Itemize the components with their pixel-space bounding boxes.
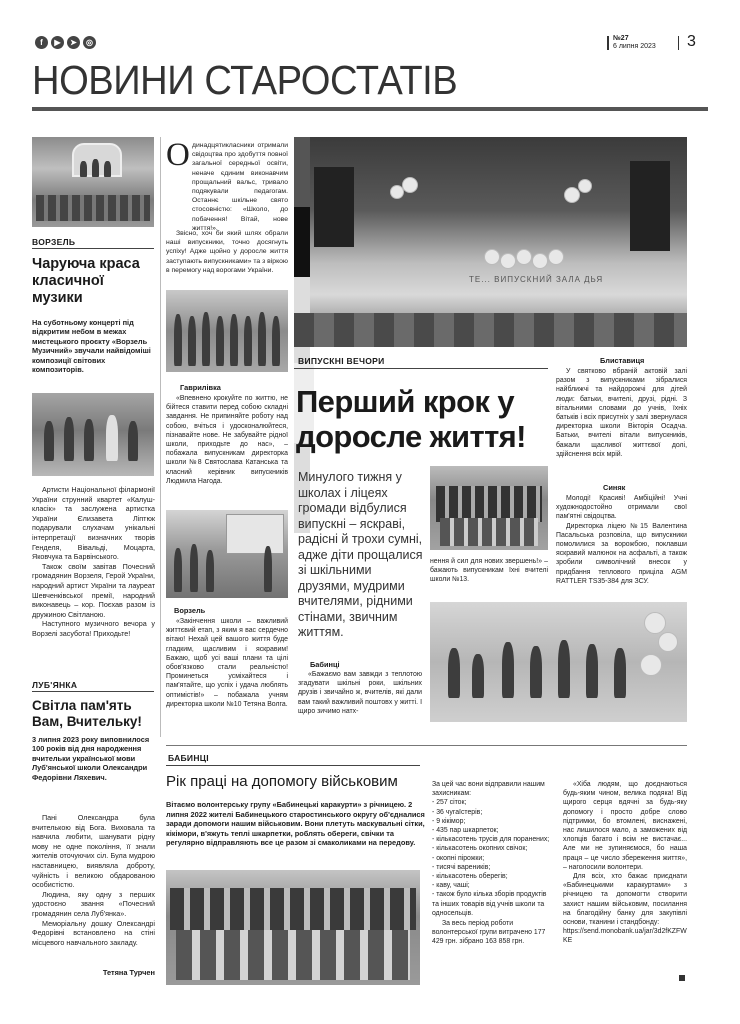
end-mark bbox=[679, 975, 685, 981]
facebook-icon[interactable]: f bbox=[35, 36, 48, 49]
list-item: - кількасотень трусів для поранених; bbox=[432, 835, 554, 844]
vorzel-body-2: Також своїм завітав Почесний громадянин Ворзеля, Герой України, народний артист України та лауреат Шевченківської премії, народний виконавець – кор. Поєхав разом із дружиною Світланою. bbox=[32, 561, 155, 619]
list-item: - 257 сіток; bbox=[432, 798, 554, 807]
vorzel-lead: На суботньому концерті під відкритим небом в межах мистецького проєкту «Ворзель Музичний» звучали найвідоміші композиції світових композиторів. bbox=[32, 318, 151, 375]
vorzel-body bbox=[32, 485, 155, 639]
lubianka-body bbox=[32, 813, 155, 947]
vorzel-title: Чаруюча краса класичної музики bbox=[32, 256, 140, 306]
stage-banner: ТЕ... ВИПУСКНИЙ ЗАЛА ДЬЯ bbox=[469, 275, 604, 284]
telegram-icon[interactable]: ➤ bbox=[67, 36, 80, 49]
lubianka-body-2: Людина, яку одну з перших удостоєно звання «Почесний громадянин села Луб'янка». bbox=[32, 889, 155, 918]
title-rule bbox=[32, 107, 708, 111]
list-intro: За цей час вони відправили нашим захисникам: bbox=[432, 781, 545, 798]
list-item: - кількасотень оберегів; bbox=[432, 872, 554, 881]
babyntsi-title: Рік праці на допомогу військовим bbox=[166, 773, 398, 790]
babyntsi-grad-text bbox=[298, 670, 422, 716]
concert-photo bbox=[32, 137, 154, 227]
header-divider-2 bbox=[678, 36, 679, 50]
vorzel-body-3: Наступного музичного вечора у Ворзелі засубота! Приходьте! bbox=[32, 619, 155, 638]
grad-intro: динадцятикласники отримали свідоцтва про здобуття повної загальної середньої освіти, неначе єдиним виконавчим прощальний вальс, тривало подякували педагогам. Останнє шкільне свято стосовністю: «Школо, до побачення! Вітай, нове життя!». bbox=[192, 142, 288, 232]
lubianka-title: Світла пам'ять Вам, Вчительку! bbox=[32, 698, 142, 729]
list-item: - 9 кікімор; bbox=[432, 817, 554, 826]
column-rule bbox=[160, 137, 161, 737]
page-title: НОВИНИ СТАРОСТАТІВ bbox=[32, 57, 458, 103]
list-item: - окопні пірожки; bbox=[432, 854, 554, 863]
grad-intro-first-lines bbox=[192, 141, 288, 233]
syniak-body-1: Молоді! Красиві! Амбіційні! Учні художнодостойно отримали свої пам'ятні свідоцтва. bbox=[556, 495, 687, 521]
youtube-icon[interactable]: ▶ bbox=[51, 36, 64, 49]
vorzel-rubric: ВОРЗЕЛЬ bbox=[32, 237, 76, 247]
gavrylivka-place: Гаврилівка bbox=[180, 383, 221, 392]
babyntsi-grad-place: Бабинці bbox=[310, 660, 340, 669]
vorzel-grad-quote: «Закінчення школи – важливий життєвий етап, з яким я вас сердечно вітаю! Нехай цей вашого життя буде гладким, щасливим і яскравим! Бажаю, щоб усі ваші плани та цілі обов'язково стали реальністю! Проминеться усміхайтеся і пам'ятайте, що успіх і удача люблять оптимістів!» – побажала учням директорка школи №10 Тетяна Волга. bbox=[166, 618, 288, 708]
quartet-photo bbox=[32, 393, 154, 476]
babyntsi-lead: Вітаємо волонтерську групу «Бабинецькі каракурти» з річницею. 2 липня 2022 жителі Бабинецького старостинського округу об'єдналися заради допомоги нашим військовим. Вони плетуть маскувальні сітки, кікімори, в'яжуть теплі шкарпетки, роблять обереги, свічки та регулярно відправляють все це разом зі смаколиками на передову. bbox=[166, 800, 425, 848]
article-divider bbox=[166, 745, 687, 746]
babyntsi-grad-cont: нення й сил для нових звершень!» – бажають випускникам їхні вчителі школи №13. bbox=[430, 558, 548, 584]
lubianka-body-3: Меморіальну дошку Олександрі Федорівні встановлено на стіні місцевого навчального закладу. bbox=[32, 918, 155, 947]
babyntsi-col3 bbox=[563, 780, 687, 946]
lubianka-author: Тетяна Турчен bbox=[102, 968, 155, 977]
rule bbox=[32, 248, 154, 249]
shipments-list bbox=[432, 798, 554, 918]
graduation-lead: Минулого тижня у школах і ліцеях громади відбулися випускні – яскраві, радісні й трохи сумні, адже діти прощалися зі шкільними друзями, мудрими вчителями, рідними стінами, звичним життям. bbox=[298, 470, 423, 639]
babyntsi-grad-quote: «Бажаємо вам завжди з теплотою згадувати шкільні роки, шкільних друзів і звичайно ж, вчителів, які дали вам такий важливий поштовх у житті. І щиро зичимо натх- bbox=[298, 671, 422, 715]
lubianka-rubric: ЛУБ'ЯНКА bbox=[32, 680, 78, 690]
blystavytsia-place: Блиставиця bbox=[600, 356, 645, 365]
vorzel-body-1: Артисти Національної філармонії України струнний квартет «Калуш-класік» та заслужена артистка України Єлизавета Ліптюк подарували слухачам унікальні інтерпретації визначних творів Генделя, Вівальді, Моцарта, Яковчука та Барвінського. bbox=[32, 485, 155, 562]
syniak-text bbox=[556, 494, 687, 586]
list-item: - тисячі вареників; bbox=[432, 863, 554, 872]
list-item: - також було кілька зборів продуктів та інших товарів від учнів школи та односельців. bbox=[432, 890, 554, 918]
volunteers-photo bbox=[166, 870, 420, 985]
stage-photo bbox=[294, 137, 687, 347]
babyntsi-col2 bbox=[432, 780, 554, 947]
instagram-icon[interactable]: ◎ bbox=[83, 36, 96, 49]
header-divider bbox=[607, 36, 609, 50]
audience bbox=[36, 195, 150, 221]
social-icons bbox=[35, 36, 96, 49]
syniak-body-2: Директорка ліцею №15 Валентина Пасальська розповіла, що випускники помолилися за ворожбою, поклавши яскравий малюнок на асфальті, а також зробили символічний внесок у придбання теплового приціла AGM RATTLER TS35-384 для ЗСУ. bbox=[556, 522, 687, 585]
blystavytsia-body: У святково вбраній актовій залі разом з випускниками зібралися найближчі та найдорожчі для дітей люди: батьки, вчителі, друзі, рідні. З вітальними словами до учнів, їхніх батьків і всіх присутніх у залі звернулася директорка школи Вікторія Осадча. Батьки, вчителі вітали випускників, бажали щасливої життєвої долі, здійснення всіх мрій. bbox=[556, 368, 687, 458]
donation-link[interactable]: https://send.monobank.ua/jar/3d2fKZFWKE bbox=[563, 928, 687, 945]
syniak-place: Синяк bbox=[603, 483, 626, 492]
vorzel-grad-text bbox=[166, 617, 288, 709]
gavrylivka-photo bbox=[166, 290, 288, 372]
issue-info bbox=[613, 35, 656, 51]
list-item: - кількасотень окопних свічок; bbox=[432, 844, 554, 853]
synyak-photo bbox=[430, 602, 687, 722]
page-number: 3 bbox=[687, 33, 696, 50]
list-item: - 36 чугаїстерів; bbox=[432, 808, 554, 817]
lubianka-lead: 3 липня 2023 року виповнилося 100 років від дня народження вчительки української мови Луб'янської школи Олександри Федорівни Ляхевич. bbox=[32, 735, 150, 782]
blystavytsia-text bbox=[556, 367, 687, 459]
gavrylivka-quote: «Впевнено крокуйте по життю, не бійтеся ставити перед собою складні завдання. Не припиняйте роботу над собою, вчіться і удосконалюйтеся, пізнавайте нове. Не забувайте рідної школи, приходьте до нас», – побажала випускникам директорка школи №8 Святослава Катанська та класний керівник випускників Людмила Нагода. bbox=[166, 395, 288, 485]
gavrylivka-text bbox=[166, 394, 288, 486]
volunteers-quote: «Хіба людям, що доєднаються будь-яким чином, велика подяка! Від щирого серця вдячні за будь-яку допомогу і просто добре слово підтримки, бо втомлені, виснажені, нас лишилося мало, а заможених від хлопців багато і всім не вистачає... Але ми не зупиняємося, бо наша праця – це число збереження життя», – наголосили волонтери. bbox=[563, 781, 687, 871]
donation-call: Для всіх, хто бажає приєднати «Бабинецькими каракуртами» з річницею та допомогти створити захист нашим військовим, посилання на благодійну банку для закупівлі основи, тканини і стандбонду: bbox=[563, 873, 687, 927]
issue-date: 6 липня 2023 bbox=[613, 43, 656, 50]
babyntsi-group-photo bbox=[430, 466, 548, 550]
lubianka-body-1: Пані Олександра була вчителькою від Бога. Виховала та навчила любити, шанувати рідну мову не одне покоління, її знали жителів оточуючих сіл. Була мудрою наставницею, виявляла доброту, чуйність і великою обдарованою особистістю. bbox=[32, 813, 155, 890]
grad-intro-2-text: Звісно, хоч би який шлях обрали наші випускники, точно досягнуть успіху! Адже щойно у доросле життя заступають випускниками» та з віркою в перемогу над ворогами України. bbox=[166, 230, 288, 274]
list-item: - 435 пар шкарпеток; bbox=[432, 826, 554, 835]
dropcap: О bbox=[166, 137, 190, 173]
money-summary: За весь період роботи волонтерської групи витрачено 177 429 грн. зібрано 163 858 грн. bbox=[432, 920, 546, 946]
vorzel-school-photo bbox=[166, 510, 288, 598]
rule bbox=[294, 368, 548, 369]
babyntsi-rubric: БАБИНЦІ bbox=[168, 753, 209, 763]
vorzel-grad-place: Ворзель bbox=[174, 606, 206, 615]
graduation-rubric: ВИПУСКНІ ВЕЧОРИ bbox=[298, 356, 385, 366]
grad-intro-2 bbox=[166, 229, 288, 275]
issue-number: №27 bbox=[613, 35, 629, 42]
rule bbox=[32, 691, 154, 692]
list-item: - каву, чаші; bbox=[432, 881, 554, 890]
graduation-title: Перший крок у доросле життя! bbox=[296, 384, 526, 454]
rule bbox=[166, 765, 420, 766]
